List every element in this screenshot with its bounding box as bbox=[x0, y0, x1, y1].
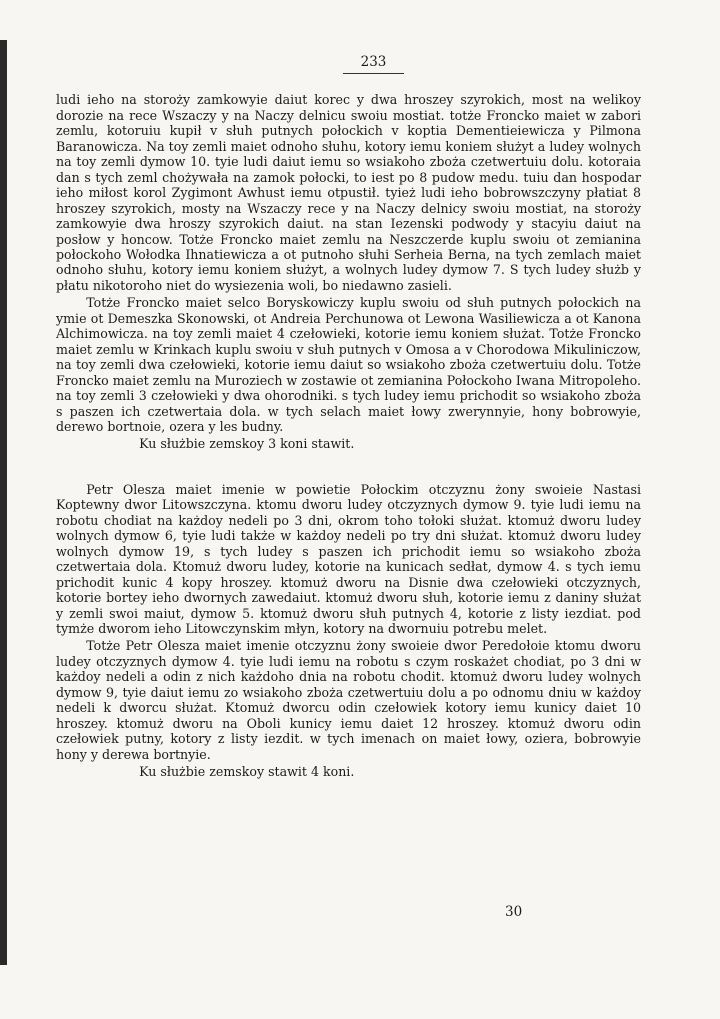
folio-number: 30 bbox=[505, 904, 523, 920]
closing-line-2: Ku służbie zemskoy stawit 4 koni. bbox=[139, 764, 355, 780]
binding-edge bbox=[0, 40, 7, 965]
page-number: 233 bbox=[56, 55, 641, 74]
closing-line-1: Ku służbie zemskoy 3 koni stawit. bbox=[139, 436, 355, 452]
paragraph-2: Totże Froncko maiet selco Boryskowiczy kuplu swoiu od słuh putnych połockich na ymie ot Demeszka Skonowski, ot Andreia Perchunowa ot Lewona Wasiliewicza a ot Kanona Alchimowicza. na toy zemli maiet 4 czełowieki, kotorie iemu koniem służat. Totże Froncko maiet zemlu w Krinkach kuplu swoiu v słuh putnych v Omosa a v Chorodowa Mikuliniczow, na toy zemli dwa czełowieki, kotorie iemu daiut so wsiakoho zboża czetwertuiu dolu. Totże Froncko maiet zemlu na Muroziech w zostawie ot zemianina Połockoho Iwana Mitropoleho. na toy zemli 3 czełowieki y dwa ohorodniki. s tych ludey iemu prichodit so wsiakoho zboża s paszen ich czetwertaia dola. w tych selach maiet łowy zwerynnyie, hony bobrowyie, derewo bortnoie, ozera y les budny. bbox=[56, 295, 641, 434]
paragraph-3: Petr Olesza maiet imenie w powietie Połockim otczyznu żony swoieie Nastasi Koptewny dwor Litowszczyna. ktomu dworu ludey otczyznych dymow 9. tyie ludi iemu na robotu chodiat na każdoy nedeli po 3 dni, okrom toho tołoki służat. ktomuż dworu ludey wolnych dymow 6, tyie ludi także w każdoy nedeli po try dni służat. ktomuż dworu ludey wolnych dymow 19, s tych ludey s paszen ich prichodit iemu so wsiakoho zboża czetwertaia dola. Ktomuż dworu ludey, kotorie na kunicach sedłat, dymow 4. s tych iemu prichodit kunic 4 kopy hroszey. ktomuż dworu na Disnie dwa czełowieki otczyznych, kotorie bortey ieho dwornych zawedaiut. ktomuż dworu słuh, kotorie iemu z daniny służat y zemli swoi maiut, dymow 5. ktomuż dworu słuh putnych 4, kotorie z listy iezdiat. pod tymże dworom ieho Litowczynskim młyn, kotory na dwornuiu potrebu melet. bbox=[56, 481, 641, 636]
document-page bbox=[56, 55, 641, 779]
paragraph-1: ludi ieho na storoży zamkowyie daiut korec y dwa hroszey szyrokich, most na welikoy dorozie na rece Wszaczy y na Naczy delnicu swoiu mostiat. totże Froncko maiet w zabori zemlu, kotoruiu kupił v słuh putnych połockich v koptia Dementieiewicza y Pilmona Baranowicza. Na toy zemli maiet odnoho słuhu, kotory iemu koniem służyt a ludey wolnych na toy zemli dymow 10. tyie ludi daiut iemu so wsiakoho zboża czetwertuiu dolu. kotoraia dan s tych zeml chożywała na zamok połocki, to iest po 8 pudow medu. tuiu dan hospodar ieho miłost korol Zygimont Awhust iemu otpustił. tyież ludi ieho bobrowszczyny płatiat 8 hroszey szyrokich, mosty na Wszaczy rece y na Naczy delnicy swoiu mostiat, na storoży zamkowyie dwa hroszy szyrokich daiut. na stan Iezenski podwody y stacyiu daiut na posłow y honcow. Totże Froncko maiet zemlu na Neszczerde kuplu swoiu ot zemianina połockoho Wołodka Ihnatiewicza a ot putnoho słuhi Serheia Berna, na tych zemlach maiet odnoho słuhu, kotory iemu koniem służyt, a wolnych ludey dymow 7. S tych ludey służb y płatu nikotoroho niet do wysiezenia woli, bo niedawno zasieli. bbox=[56, 92, 641, 293]
paragraph-4: Totże Petr Olesza maiet imenie otczyznu żony swoieie dwor Peredołoie ktomu dworu ludey otczyznych dymow 4. tyie ludi iemu na robotu s czym roskażet chodiat, po 3 dni w każdoy nedeli a odin z nich każdoho dnia na robotu chodit. ktomuż dworu ludey wolnych dymow 9, tyie daiut iemu zo wsiakoho zboża czetwertuiu dolu a po odnomu dniu w każdoy nedeli k dworcu służat. Ktomuż dworcu odin czełowiek kotory iemu kunicy daiet 10 hroszey. ktomuż dworu na Oboli kunicy iemu daiet 12 hroszey. ktomuż dworu odin czełowiek putny, kotory z listy iezdit. w tych imenach on maiet łowy, oziera, bobrowyie hony y derewa bortnyie. bbox=[56, 638, 641, 762]
